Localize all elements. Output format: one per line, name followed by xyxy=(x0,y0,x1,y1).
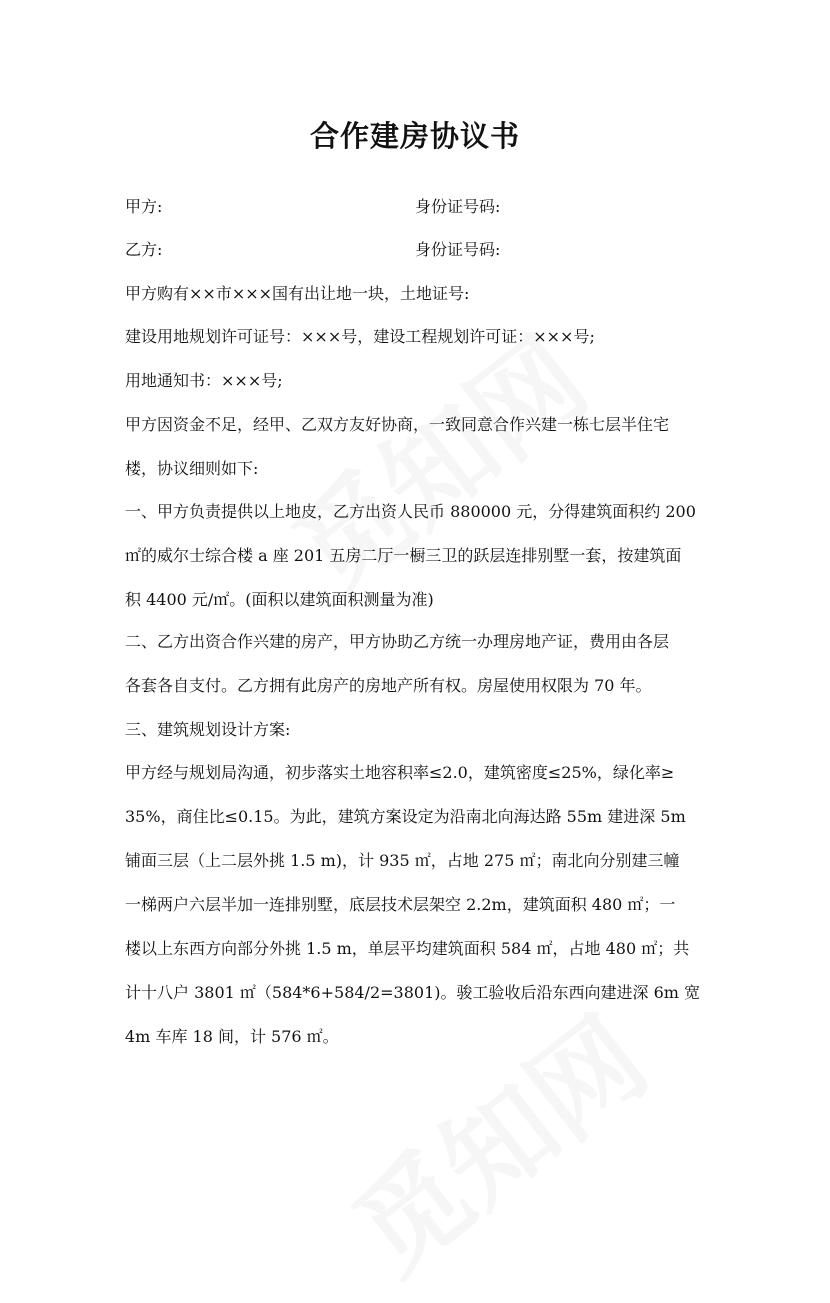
planning-permit-line: 建设用地规划许可证号：×××号，建设工程规划许可证：×××号; xyxy=(125,327,595,346)
paragraph-line: 二、乙方出资合作兴建的房产，甲方协助乙方统一办理房地产证，费用由各层 xyxy=(125,632,670,651)
section-heading: 三、建筑规划设计方案: xyxy=(125,720,291,739)
paragraph-line: 楼以上东西方向部分外挑 1.5 m，单层平均建筑面积 584 ㎡，占地 480 ㎡；共 xyxy=(125,939,690,958)
document-title: 合作建房协议书 xyxy=(309,119,520,153)
clause-3-heading xyxy=(125,708,715,752)
paragraph-line: 甲方经与规划局沟通，初步落实土地容积率≤2.0，建筑密度≤25%，绿化率≥ xyxy=(125,763,675,782)
clause-3-paragraph xyxy=(125,751,715,1059)
paragraph-line: 各套各自支付。乙方拥有此房产的房地产所有权。房屋使用权限为 70 年。 xyxy=(125,676,652,695)
paragraph-line: 积 4400 元/㎡。(面积以建筑面积测量为准) xyxy=(125,590,434,609)
party-a-label: 甲方: xyxy=(125,197,163,216)
paragraph-line: ㎡的威尔士综合楼 a 座 201 五房二厅一橱三卫的跃层连排别墅一套，按建筑面 xyxy=(125,546,682,565)
intro-paragraph xyxy=(125,403,715,491)
clause-2-paragraph xyxy=(125,620,715,708)
land-notice-line: 用地通知书：×××号; xyxy=(125,371,283,390)
paragraph-line: 楼，协议细则如下: xyxy=(125,459,259,478)
clause-1-paragraph xyxy=(125,490,715,622)
party-a-id-label: 身份证号码: xyxy=(415,197,501,216)
paragraph-line: 铺面三层（上二层外挑 1.5 m)，计 935 ㎡，占地 275 ㎡；南北向分别建三幢 xyxy=(125,851,680,870)
paragraph-line: 一、甲方负责提供以上地皮，乙方出资人民币 880000 元，分得建筑面积约 200 xyxy=(125,502,696,521)
paragraph-line: 计十八户 3801 ㎡（584*6+584/2=3801)。骏工验收后沿东西向建进深 6m 宽 xyxy=(125,983,701,1002)
party-b-id-label: 身份证号码: xyxy=(415,240,501,259)
paragraph-line: 35%，商住比≤0.15。为此，建筑方案设定为沿南北向海达路 55m 建进深 5m xyxy=(125,807,686,826)
paragraph-line: 甲方因资金不足，经甲、乙双方友好协商，一致同意合作兴建一栋七层半住宅 xyxy=(125,415,670,434)
paragraph-line: 一梯两户六层半加一连排别墅，底层技术层架空 2.2m，建筑面积 480 ㎡；一 xyxy=(125,895,676,914)
land-certificate-line: 甲方购有××市×××国有出让地一块，土地证号: xyxy=(125,284,470,303)
paragraph-line: 4m 车库 18 间，计 576 ㎡。 xyxy=(125,1027,339,1046)
party-b-label: 乙方: xyxy=(125,240,163,259)
